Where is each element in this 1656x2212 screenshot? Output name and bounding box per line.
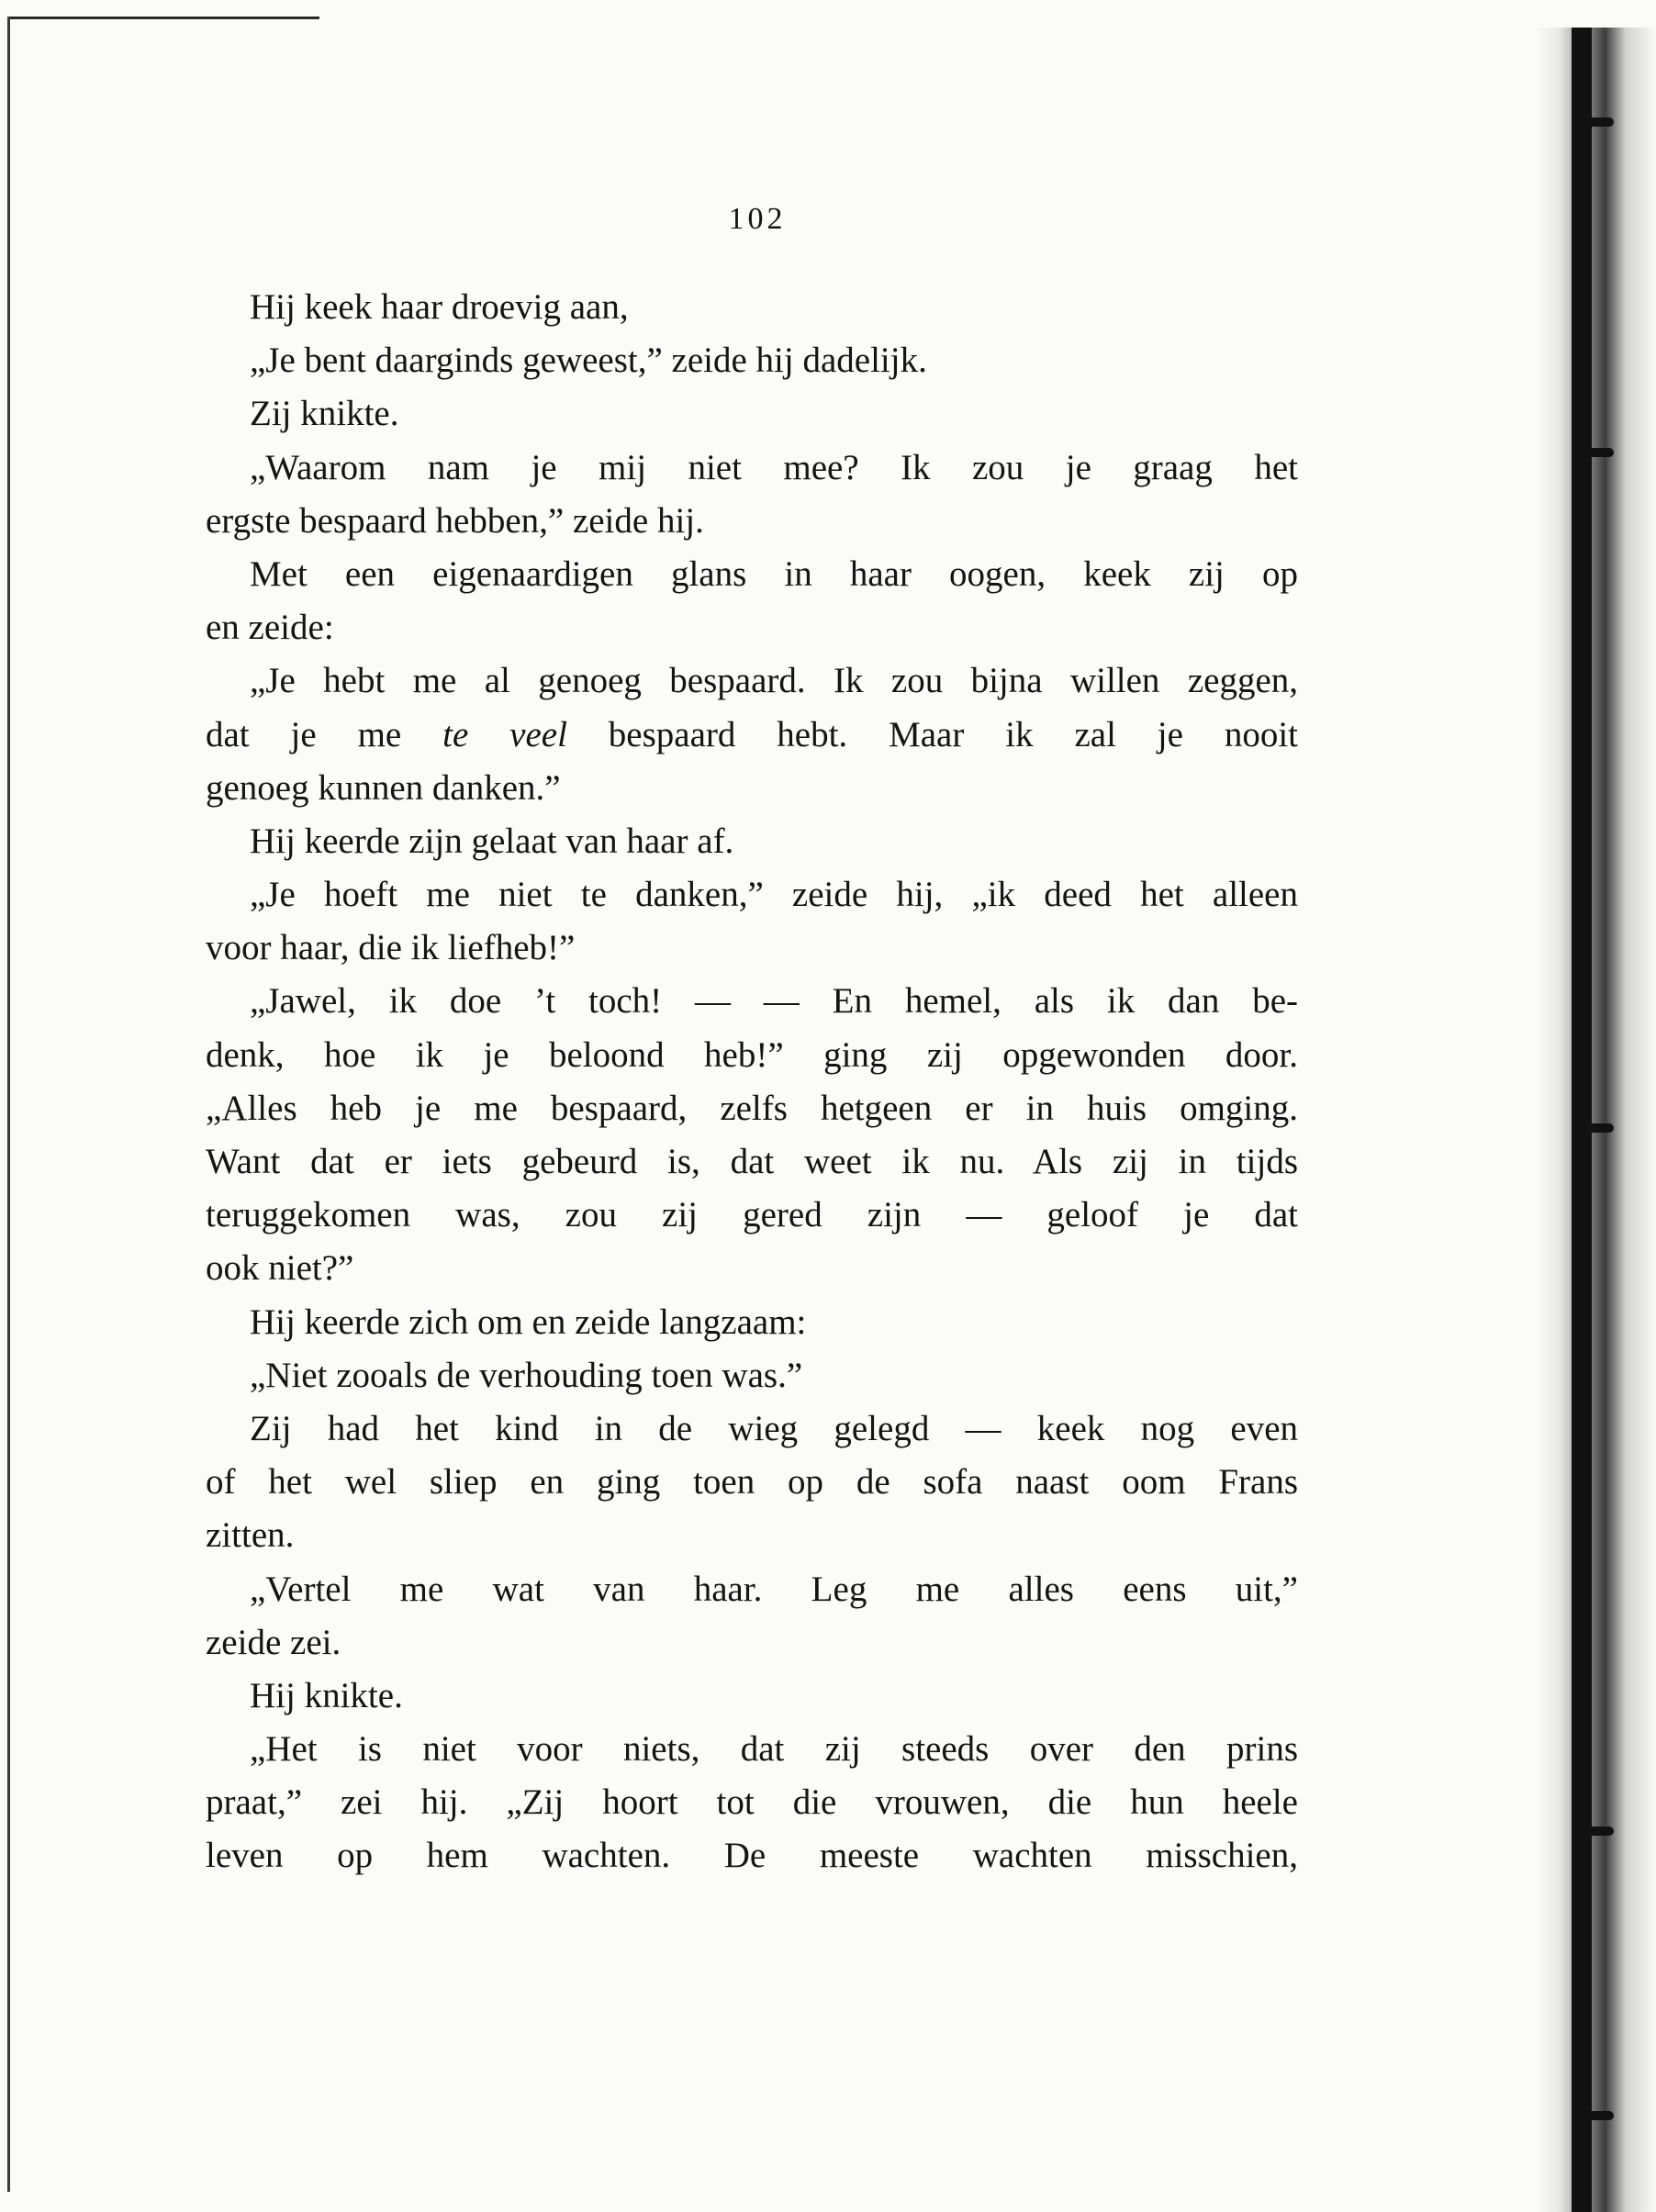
text-line: ook niet?” [206, 1248, 354, 1289]
page-edge-left [7, 17, 10, 2192]
text-line: zitten. [206, 1515, 295, 1556]
text-line: Met een eigenaardigen glans in haar oogen, keek zij op [250, 553, 1298, 594]
text-line: voor haar, die ik liefheb!” [206, 928, 576, 968]
text-line: „Het is niet voor niets, dat zij steeds over den prins [250, 1729, 1298, 1770]
page-edge-top [7, 17, 319, 19]
text-line: „Waarom nam je mij niet mee? Ik zou je graag het [250, 447, 1298, 487]
spine-mark [1577, 1123, 1614, 1133]
text-line: „Niet zooals de verhouding toen was.” [250, 1355, 803, 1395]
text-line: „Alles heb je me bespaard, zelfs hetgeen er in huis omging. [206, 1088, 1298, 1128]
text-line: genoeg kunnen danken.” [206, 767, 561, 808]
emphasis-text: te veel [442, 714, 567, 754]
text-line: „Vertel me wat van haar. Leg me alles eens uit,” [250, 1569, 1298, 1609]
text-line: „Je hoeft me niet te danken,” zeide hij, „ik deed het alleen [250, 875, 1298, 915]
book-spine [1572, 28, 1592, 2212]
body-text [206, 281, 1298, 1883]
book-spine-shadow [1535, 28, 1656, 2212]
text-segment: bespaard hebt. Maar ik zal je nooit [566, 714, 1298, 754]
text-line: leven op hem wachten. De meeste wachten misschien, [206, 1836, 1298, 1876]
text-line: ergste bespaard hebben,” zeide hij. [206, 500, 704, 541]
text-line: teruggekomen was, zou zij gered zijn — geloof je dat [206, 1195, 1298, 1235]
text-line: Hij keek haar droevig aan, [250, 287, 629, 327]
text-line: zeide zei. [206, 1622, 341, 1662]
spine-mark [1577, 2111, 1614, 2120]
text-line: of het wel sliep en ging toen op de sofa naast oom Frans [206, 1462, 1298, 1503]
text-line [206, 709, 1298, 762]
text-line: Hij knikte. [250, 1675, 403, 1715]
text-line: en zeide: [206, 608, 334, 648]
text-line: Hij keerde zijn gelaat van haar af. [250, 821, 734, 861]
spine-mark [1577, 448, 1614, 457]
text-line: „Je hebt me al genoeg bespaard. Ik zou bijna willen zeggen, [250, 661, 1298, 701]
text-segment: dat je me [206, 714, 443, 754]
text-line: Hij keerde zich om en zeide langzaam: [250, 1302, 807, 1342]
page-number: 102 [728, 202, 787, 236]
text-line: „Jawel, ik doe ’t toch! — — En hemel, als ik dan be- [250, 981, 1298, 1022]
text-line: denk, hoe ik je beloond heb!” ging zij opgewonden door. [206, 1034, 1298, 1075]
text-line: Zij knikte. [250, 394, 399, 434]
text-line: Want dat er iets gebeurd is, dat weet ik nu. Als zij in tijds [206, 1142, 1298, 1181]
text-line: Zij had het kind in de wieg gelegd — keek nog even [250, 1408, 1298, 1448]
text-line: „Je bent daarginds geweest,” zeide hij dadelijk. [250, 341, 927, 381]
text-line: praat,” zei hij. „Zij hoort tot die vrouwen, die hun heele [206, 1782, 1298, 1823]
spine-mark [1577, 117, 1614, 127]
spine-mark [1577, 1827, 1614, 1836]
